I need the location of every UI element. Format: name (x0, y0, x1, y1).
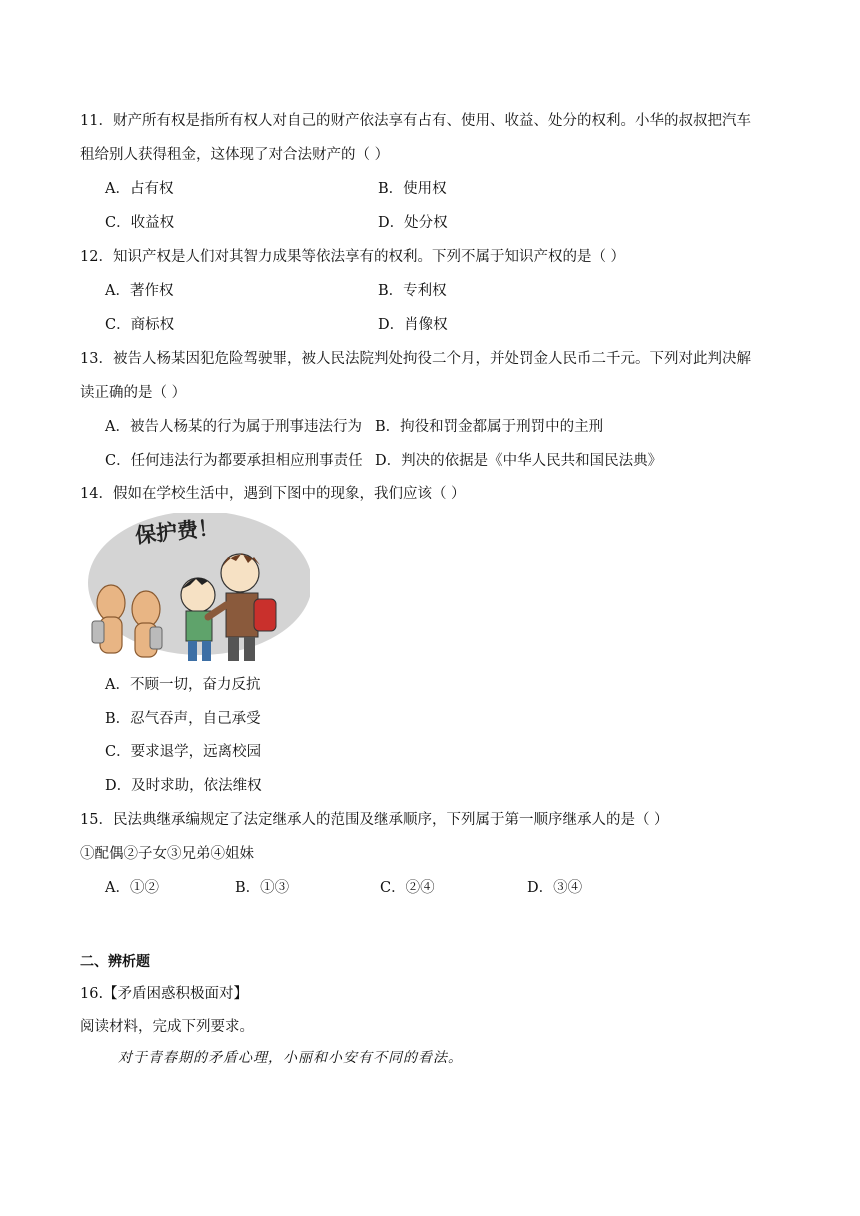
q12-option-d: D．肖像权 (378, 317, 448, 333)
q15-option-c: C．②④ (380, 880, 435, 896)
q13-stem-line-1: 13．被告人杨某因犯危险驾驶罪，被人民法院判处拘役二个月，并处罚金人民币二千元。下列对此判决解 (80, 351, 751, 367)
section-heading: 二、辨析题 (80, 954, 150, 970)
q13-stem-line-2: 读正确的是（ ） (80, 385, 187, 401)
q15-stem: 15．民法典继承编规定了法定继承人的范围及继承顺序，下列属于第一顺序继承人的是（ ） (80, 812, 669, 828)
q14-option-c: C．要求退学，远离校园 (105, 744, 262, 760)
q13-option-a: A．被告人杨某的行为属于刑事违法行为 (105, 419, 362, 435)
q14-option-b: B．忍气吞声，自己承受 (105, 711, 261, 727)
q12-option-b: B．专利权 (378, 283, 447, 299)
q12-option-a: A．著作权 (105, 283, 174, 299)
q15-option-b: B．①③ (235, 880, 290, 896)
q13-option-d: D．判决的依据是《中华人民共和国民法典》 (375, 453, 663, 469)
q12-stem: 12．知识产权是人们对其智力成果等依法享有的权利。下列不属于知识产权的是（ ） (80, 249, 626, 265)
q14-option-d: D．及时求助，依法维权 (105, 778, 262, 794)
q11-option-d: D．处分权 (378, 215, 448, 231)
q13-option-b: B．拘役和罚金都属于刑罚中的主刑 (375, 419, 604, 435)
q15-option-d: D．③④ (527, 880, 583, 896)
q11-option-a: A．占有权 (105, 181, 174, 197)
q16-material: 对于青春期的矛盾心理，小丽和小安有不同的看法。 (118, 1050, 463, 1066)
q15-option-a: A．①② (105, 880, 159, 896)
q11-option-b: B．使用权 (378, 181, 447, 197)
q15-items: ①配偶②子女③兄弟④姐妹 (80, 846, 254, 862)
q11-stem-line-2: 租给别人获得租金，这体现了对合法财产的（ ） (80, 147, 390, 163)
q16-title: 16.【矛盾困惑积极面对】 (80, 986, 249, 1002)
q11-stem-line-1: 11．财产所有权是指所有权人对自己的财产依法享有占有、使用、收益、处分的权利。小华的叔叔把汽车 (80, 113, 751, 129)
q11-option-c: C．收益权 (105, 215, 175, 231)
q13-option-c: C．任何违法行为都要承担相应刑事责任 (105, 453, 363, 469)
q16-instruction: 阅读材料，完成下列要求。 (80, 1019, 254, 1035)
bullying-cartoon-image (88, 513, 310, 665)
q14-stem: 14．假如在学校生活中，遇到下图中的现象，我们应该（ ） (80, 486, 466, 502)
q14-option-a: A．不顾一切，奋力反抗 (105, 677, 261, 693)
q12-option-c: C．商标权 (105, 317, 175, 333)
cartoon-caption: 保护费！ (134, 515, 221, 548)
